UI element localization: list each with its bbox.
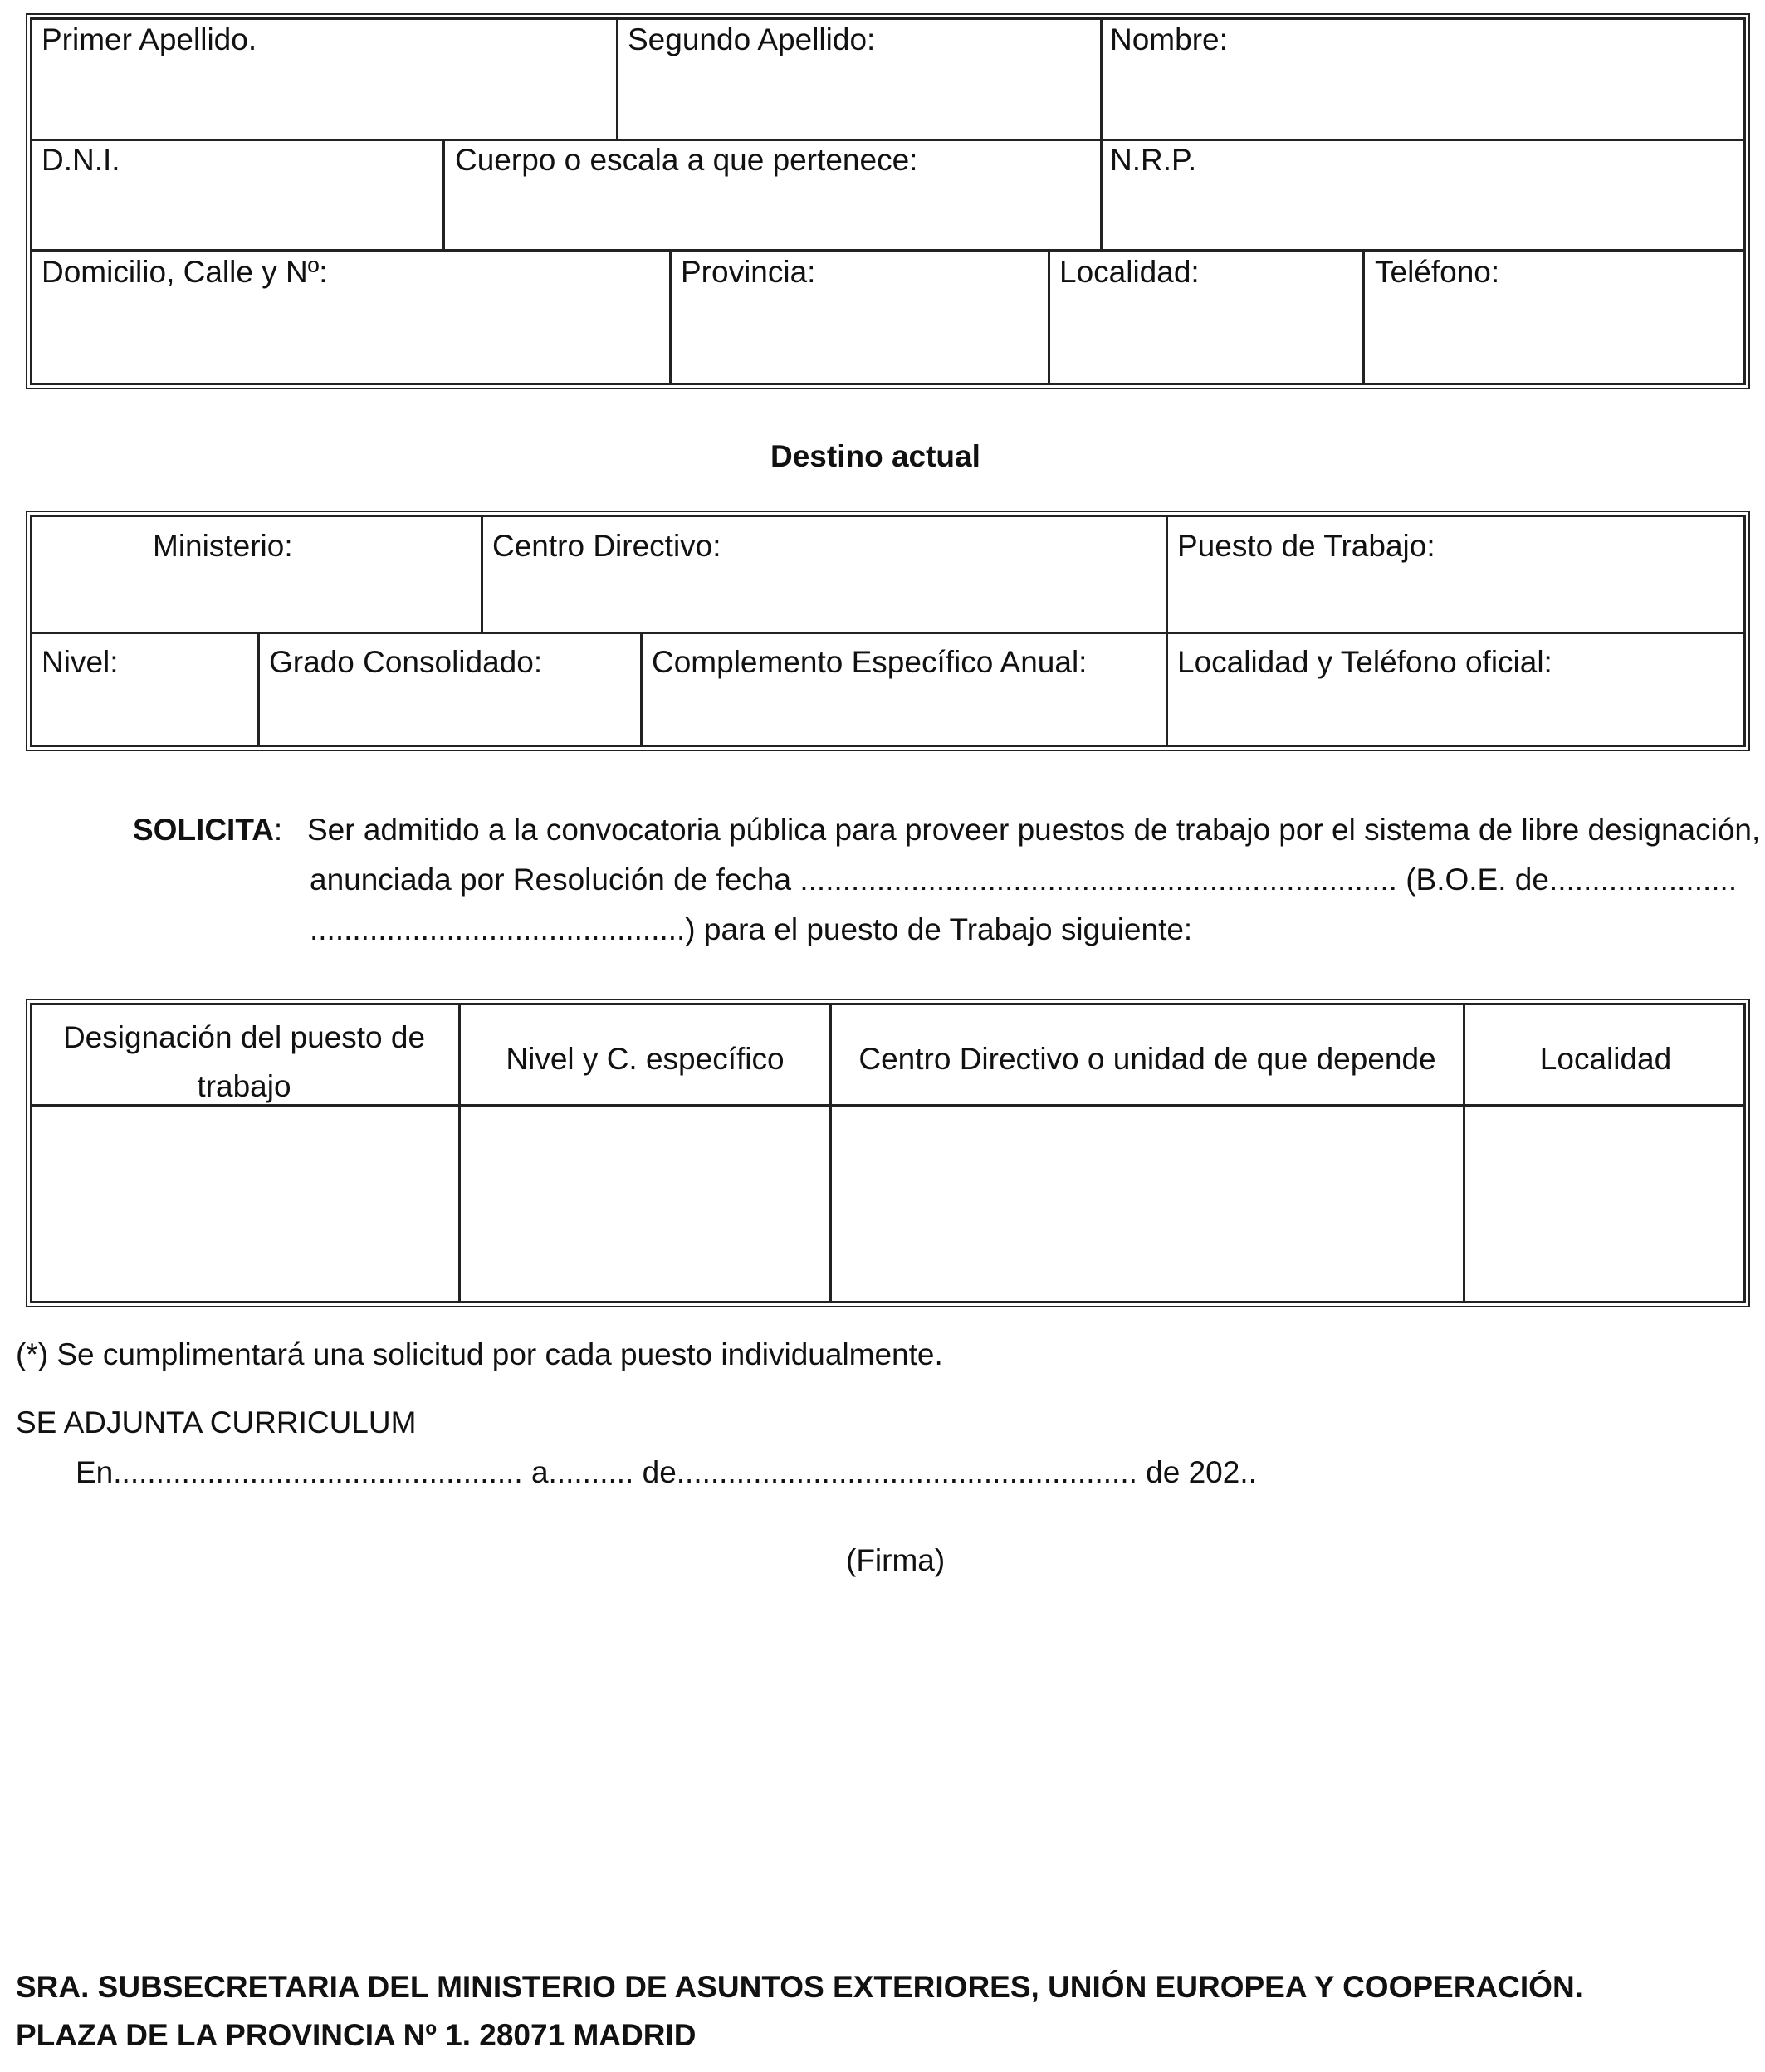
centro-input-cell[interactable] xyxy=(832,1107,1463,1301)
solicita-label: SOLICITA xyxy=(133,813,274,847)
divider xyxy=(1048,249,1050,385)
divider xyxy=(257,632,260,747)
nombre-field[interactable]: Nombre: xyxy=(1110,22,1228,56)
divider xyxy=(481,515,483,633)
divider xyxy=(30,632,1746,634)
divider xyxy=(1100,17,1103,250)
divider xyxy=(1362,249,1365,385)
divider xyxy=(442,139,445,250)
telefono-field[interactable]: Teléfono: xyxy=(1375,255,1500,289)
provincia-field[interactable]: Provincia: xyxy=(681,255,816,289)
signature-label: (Firma) xyxy=(846,1543,946,1577)
footnote: (*) Se cumplimentará una solicitud por cada puesto individualmente. xyxy=(16,1337,943,1371)
header-designacion: Designación del puesto de trabajo xyxy=(62,1020,426,1103)
domicilio-field[interactable]: Domicilio, Calle y Nº: xyxy=(42,255,328,289)
nivel-field[interactable]: Nivel: xyxy=(42,645,119,679)
localidad-input-cell[interactable] xyxy=(1465,1107,1746,1301)
centro-directivo-field[interactable]: Centro Directivo: xyxy=(492,529,721,563)
puesto-trabajo-field[interactable]: Puesto de Trabajo: xyxy=(1177,529,1435,563)
place-date-line[interactable]: En................................................ a.......... de...................................................... de 202.. xyxy=(76,1455,1257,1489)
solicita-text-1: Ser admitido a la convocatoria pública para proveer puestos de trabajo por el sistema de libre designación, xyxy=(307,813,1761,847)
header-localidad: Localidad xyxy=(1539,1042,1672,1076)
divider xyxy=(616,17,618,139)
solicita-text-3: ............................................) para el puesto de Trabajo siguiente: xyxy=(310,912,1193,946)
solicita-text-2: anunciada por Resolución de fecha ...................................................................... (B.O.E. de...................... xyxy=(310,863,1738,897)
adjunta-curriculum: SE ADJUNTA CURRICULUM xyxy=(16,1405,417,1439)
solicita-line-1 xyxy=(133,805,282,855)
grado-consolidado-field[interactable]: Grado Consolidado: xyxy=(269,645,543,679)
cuerpo-escala-field[interactable]: Cuerpo o escala a que pertenece: xyxy=(455,143,918,177)
localidad-field[interactable]: Localidad: xyxy=(1059,255,1200,289)
segundo-apellido-field[interactable]: Segundo Apellido: xyxy=(628,22,876,56)
nivel-input-cell[interactable] xyxy=(461,1107,829,1301)
addressee-line-1: SRA. SUBSECRETARIA DEL MINISTERIO DE ASUNTOS EXTERIORES, UNIÓN EUROPEA Y COOPERACIÓN. xyxy=(16,1970,1583,2004)
destino-heading: Destino actual xyxy=(770,439,980,473)
divider xyxy=(30,249,1746,252)
ministerio-field[interactable]: Ministerio: xyxy=(153,529,293,563)
addressee-line-2: PLAZA DE LA PROVINCIA Nº 1. 28071 MADRID xyxy=(16,2018,697,2052)
localidad-telefono-oficial-field[interactable]: Localidad y Teléfono oficial: xyxy=(1177,645,1552,679)
personal-data-table xyxy=(30,17,1746,385)
divider xyxy=(640,632,643,747)
nrp-field[interactable]: N.R.P. xyxy=(1110,143,1197,177)
divider xyxy=(1166,515,1168,747)
header-centro-directivo: Centro Directivo o unidad de que depende xyxy=(858,1042,1436,1076)
primer-apellido-field[interactable]: Primer Apellido. xyxy=(42,22,257,56)
solicita-colon: : xyxy=(273,813,283,847)
header-nivel-c-especifico: Nivel y C. específico xyxy=(506,1042,785,1076)
divider xyxy=(669,249,672,385)
designacion-input-cell[interactable] xyxy=(32,1107,458,1301)
dni-field[interactable]: D.N.I. xyxy=(42,143,120,177)
complemento-especifico-field[interactable]: Complemento Específico Anual: xyxy=(652,645,1088,679)
divider xyxy=(30,139,1746,141)
